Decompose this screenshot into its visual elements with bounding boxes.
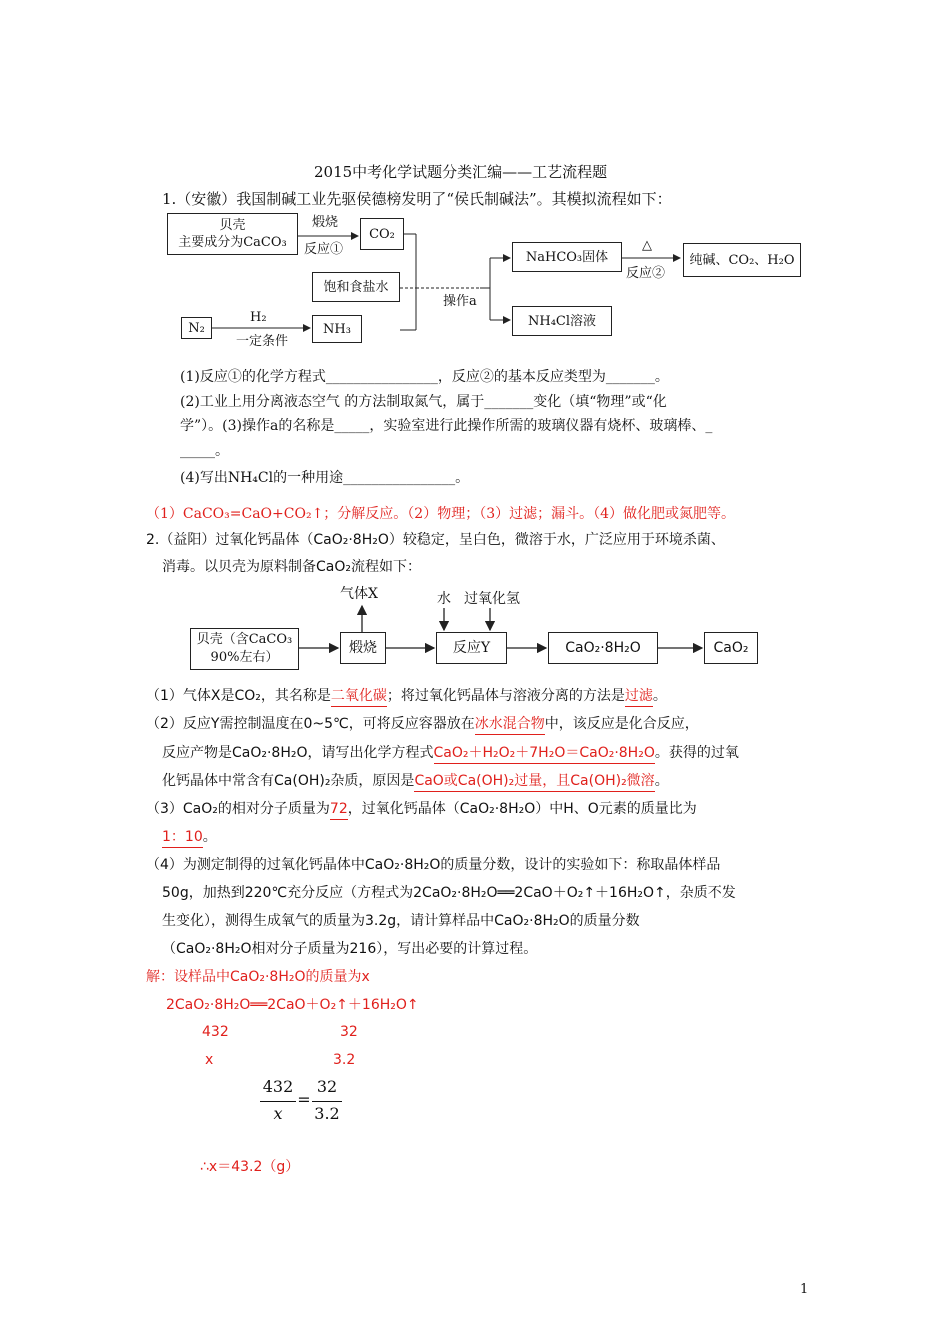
frac-bar-1 bbox=[260, 1101, 296, 1102]
q2-part2-line1 bbox=[146, 714, 699, 735]
q1-brine-box: 饱和食盐水 bbox=[312, 272, 400, 302]
q2-p3-text-a: （3）CaO₂的相对分子质量为 bbox=[146, 801, 330, 817]
q2-p2-line2-tail: 。获得的过氧 bbox=[654, 745, 739, 761]
frac-numerator-2: 32 bbox=[316, 1077, 338, 1096]
q2-solution-432: 432 bbox=[202, 1024, 229, 1040]
q2-part1 bbox=[146, 686, 667, 707]
q2-solution-3-2: 3.2 bbox=[333, 1052, 356, 1068]
q2-intro-line1: 2.（益阳）过氧化钙晶体（CaO₂·8H₂O）较稳定，呈白色，微溶于水，广泛应用于环境杀菌、 bbox=[146, 532, 725, 548]
q1-heat-label: △ bbox=[642, 238, 652, 253]
q1-intro: 1.（安徽）我国制碱工业先驱侯德榜发明了“侯氏制碱法”。其模拟流程如下： bbox=[162, 190, 672, 208]
q2-p2-text-b: 中，该反应是化合反应， bbox=[544, 716, 699, 732]
q1-line1: (1)反应①的化学方程式________________，反应②的基本反应类型为_______。 bbox=[180, 369, 669, 385]
q2-p3-answer1: 72 bbox=[330, 799, 348, 820]
q2-solution-x: x bbox=[205, 1052, 214, 1068]
frac-denominator-1: x bbox=[273, 1104, 283, 1123]
q1-calcine-label: 煅烧 bbox=[312, 215, 339, 230]
q2-calcine-box: 煅烧 bbox=[340, 632, 386, 664]
q1-line5: (4)写出NH₄Cl的一种用途________________。 bbox=[180, 470, 470, 486]
q2-solution-line1: 解：设样品中CaO₂·8H₂O的质量为x bbox=[146, 969, 370, 985]
q2-product-box: CaO₂ bbox=[704, 632, 758, 664]
q2-p2-line3-tail: 。 bbox=[654, 773, 669, 789]
q2-p3-text-b: ，过氧化钙晶体（CaO₂·8H₂O）中H、O元素的质量比为 bbox=[347, 801, 697, 817]
q2-part4-line4: （CaO₂·8H₂O相对分子质量为216），写出必要的计算过程。 bbox=[162, 941, 538, 957]
q1-answer: （1）CaCO₃=CaO+CO₂↑；分解反应。（2）物理；（3）过滤；漏斗。（4）做化肥或氮肥等。 bbox=[146, 506, 736, 522]
q2-intro-line2: 消毒。以贝壳为原料制备CaO₂流程如下： bbox=[162, 559, 421, 575]
q1-line3: 学”）。(3)操作a的名称是_____，实验室进行此操作所需的玻璃仪器有烧杯、玻璃棒、_ bbox=[180, 418, 713, 434]
q1-reaction2-label: 反应② bbox=[626, 266, 666, 281]
q1-n2-box: N₂ bbox=[181, 317, 212, 339]
q2-part2-line3 bbox=[162, 771, 669, 792]
q2-part3-line2 bbox=[162, 827, 217, 848]
page-number: 1 bbox=[800, 1282, 809, 1297]
page-title: 2015中考化学试题分类汇编——工艺流程题 bbox=[314, 163, 608, 181]
q2-part4-line1: （4）为测定制得的过氧化钙晶体中CaO₂·8H₂O的质量分数，设计的实验如下：称取晶体样品 bbox=[146, 857, 721, 873]
q2-solution-32: 32 bbox=[340, 1024, 358, 1040]
q2-p2-line2-text: 反应产物是CaO₂·8H₂O，请写出化学方程式 bbox=[162, 745, 434, 761]
q2-water-label: 水 bbox=[437, 591, 451, 607]
q1-products-box: 纯碱、CO₂、H₂O bbox=[683, 243, 801, 277]
q2-p2-text-a: （2）反应Y需控制温度在0~5℃，可将反应容器放在 bbox=[146, 716, 475, 732]
q2-p1-answer1: 二氧化碳 bbox=[331, 686, 387, 707]
q2-p1-text-b: ；将过氧化钙晶体与溶液分离的方法是 bbox=[386, 688, 625, 704]
q2-part2-line2 bbox=[162, 743, 739, 764]
q1-nahco3-box: NaHCO₃固体 bbox=[512, 242, 622, 272]
q2-gas-x-label: 气体X bbox=[340, 586, 378, 602]
q2-crystal-box: CaO₂·8H₂O bbox=[548, 632, 658, 664]
q2-shell-line2: 90%左右） bbox=[210, 650, 279, 665]
q1-co2-box: CO₂ bbox=[360, 218, 404, 250]
frac-bar-2 bbox=[312, 1101, 342, 1102]
q2-p2-line3-text: 化钙晶体中常含有Ca(OH)₂杂质，原因是 bbox=[162, 773, 415, 789]
q1-nh4cl-box: NH₄Cl溶液 bbox=[512, 306, 612, 336]
q2-solution-equation: 2CaO₂·8H₂O══2CaO＋O₂↑＋16H₂O↑ bbox=[166, 997, 419, 1013]
q2-h2o2-label: 过氧化氢 bbox=[464, 591, 520, 607]
q2-part3-line1 bbox=[146, 799, 697, 820]
q2-p1-answer2: 过滤 bbox=[625, 686, 653, 707]
q1-reaction1-label: 反应① bbox=[304, 242, 344, 257]
q1-operation-label: 操作a bbox=[443, 294, 477, 309]
q2-reaction-y-box: 反应Y bbox=[436, 632, 507, 664]
frac-equals: = bbox=[297, 1090, 311, 1109]
q2-shell-line1: 贝壳（含CaCO₃ bbox=[196, 632, 293, 647]
q1-nh3-box: NH₃ bbox=[312, 315, 362, 343]
q1-h2-label: H₂ bbox=[250, 310, 267, 325]
frac-denominator-2: 3.2 bbox=[314, 1104, 340, 1123]
q1-shell-line2: 主要成分为CaCO₃ bbox=[178, 235, 287, 250]
q1-line4: _____。 bbox=[180, 443, 229, 459]
q2-shell-box bbox=[190, 628, 299, 670]
q2-p2-answer3: CaO或Ca(OH)₂过量，且Ca(OH)₂微溶 bbox=[414, 771, 654, 792]
q2-p1-text-a: （1）气体X是CO₂，其名称是 bbox=[146, 688, 331, 704]
q2-p3-text-c: 。 bbox=[202, 829, 217, 845]
q2-part4-line2: 50g，加热到220℃充分反应（方程式为2CaO₂·8H₂O══2CaO＋O₂↑＋16H₂O↑，杂质不发 bbox=[162, 885, 736, 901]
q2-p2-answer2: CaO₂＋H₂O₂＋7H₂O＝CaO₂·8H₂O bbox=[434, 743, 655, 764]
q2-p3-answer2: 1：10 bbox=[162, 827, 203, 848]
q2-p1-text-c: 。 bbox=[652, 688, 667, 704]
q1-shell-line1: 贝壳 bbox=[219, 218, 246, 233]
q2-p2-answer1: 冰水混合物 bbox=[475, 714, 545, 735]
frac-numerator-1: 432 bbox=[262, 1077, 294, 1096]
q1-line2: (2)工业上用分离液态空气 的方法制取氮气，属于_______变化（填“物理”或“化 bbox=[180, 394, 667, 410]
q2-result: ∴x＝43.2（g） bbox=[200, 1159, 300, 1175]
q1-condition-label: 一定条件 bbox=[236, 334, 289, 349]
q2-part4-line3: 生变化），测得生成氧气的质量为3.2g，请计算样品中CaO₂·8H₂O的质量分数 bbox=[162, 913, 640, 929]
